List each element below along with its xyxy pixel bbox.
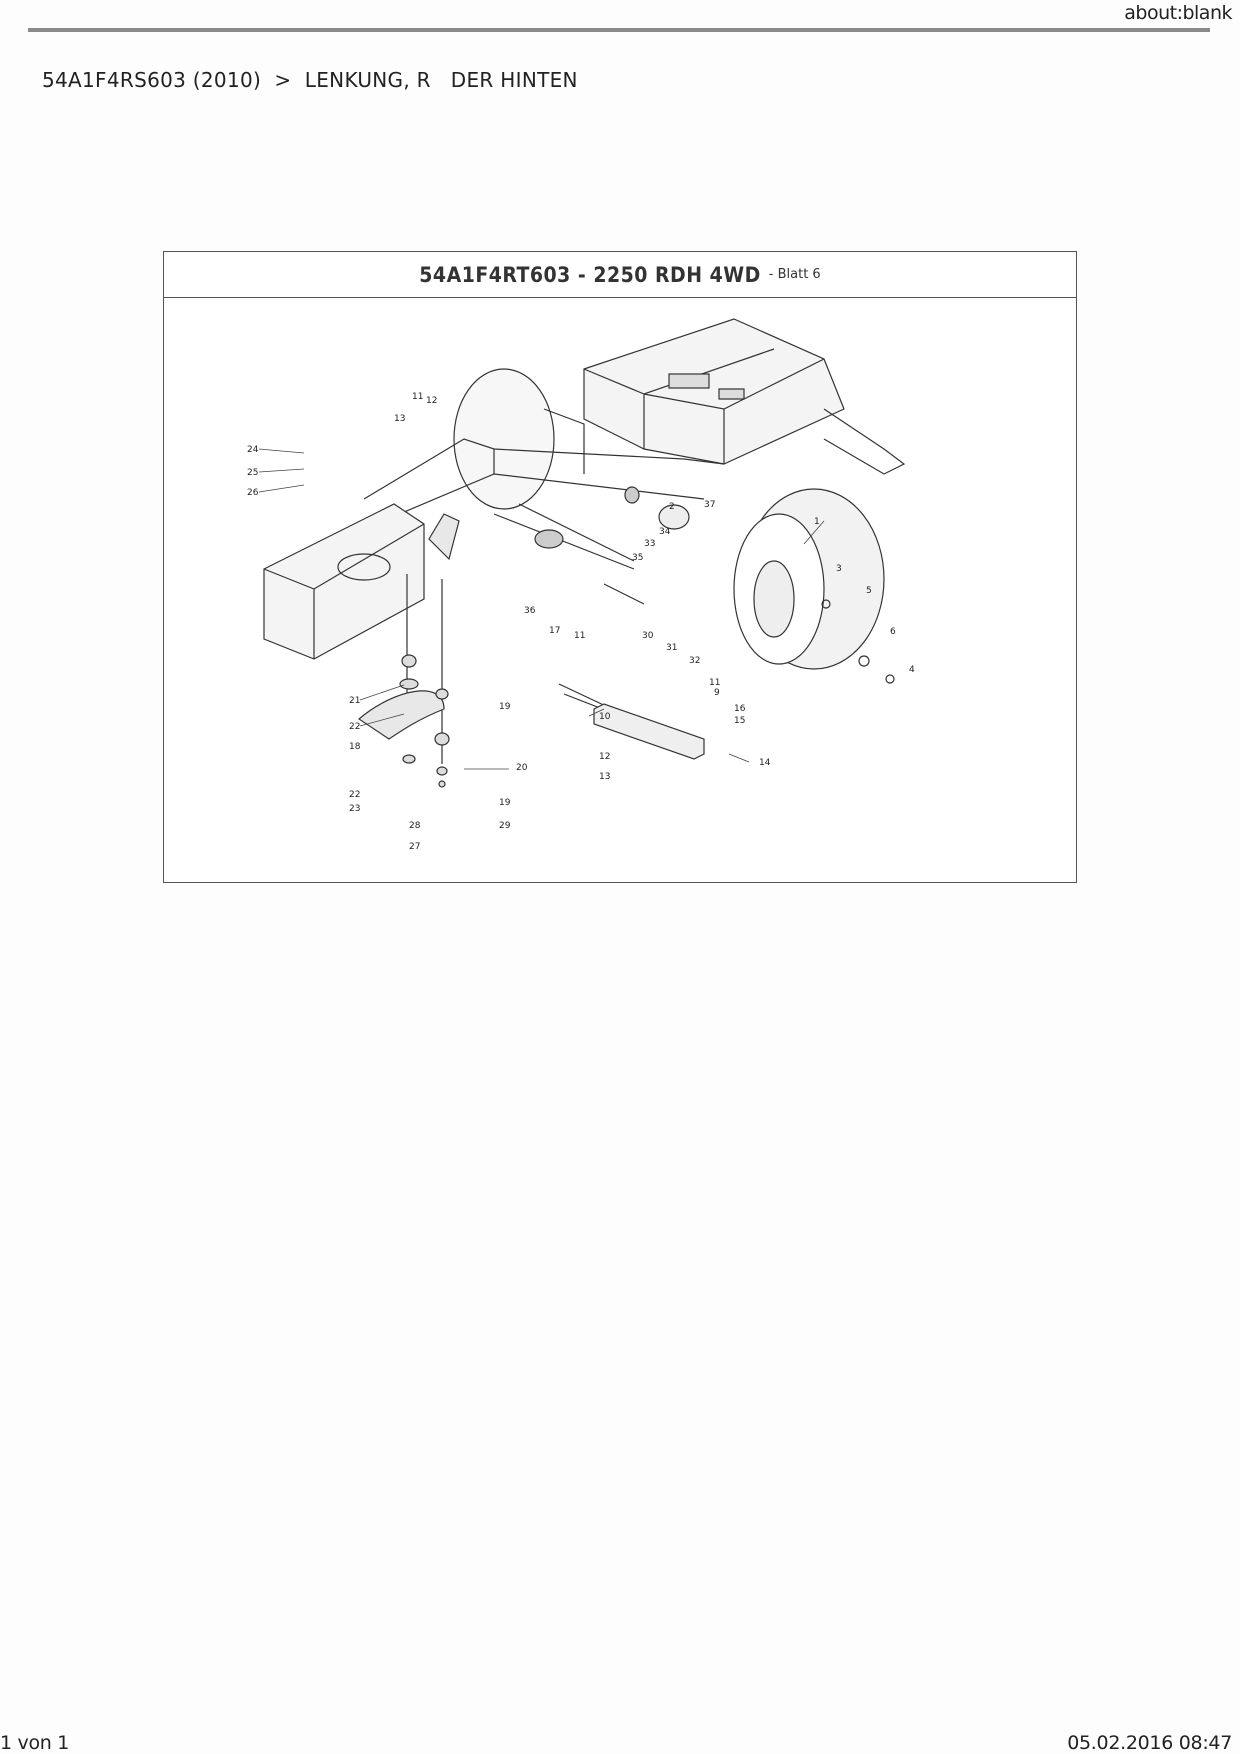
callout-24: 24 <box>247 445 259 455</box>
callout-28: 28 <box>409 821 421 831</box>
callout-19b: 19 <box>499 798 511 808</box>
callout-11a: 11 <box>709 678 721 688</box>
callout-18: 18 <box>349 742 361 752</box>
callout-29: 29 <box>499 821 511 831</box>
page-url: about:blank <box>1124 2 1232 24</box>
callout-37: 37 <box>704 500 716 510</box>
callout-26: 26 <box>247 488 259 498</box>
callout-17: 17 <box>549 626 561 636</box>
callout-2: 2 <box>669 502 675 512</box>
callout-30: 30 <box>642 631 654 641</box>
callout-6: 6 <box>890 627 896 637</box>
callout-31: 31 <box>666 643 678 653</box>
page-counter: 1 von 1 <box>0 1732 70 1754</box>
diagram-subtitle: - Blatt 6 <box>768 267 821 282</box>
diagram-title: 54A1F4RT603 - 2250 RDH 4WD <box>419 262 761 287</box>
callout-21: 21 <box>349 696 361 706</box>
callout-36: 36 <box>524 606 536 616</box>
callout-3: 3 <box>836 564 842 574</box>
diagram-title-bar <box>164 252 1076 298</box>
parts-diagram-frame <box>163 251 1077 883</box>
callout-22a: 22 <box>349 722 361 732</box>
callout-23: 23 <box>349 804 361 814</box>
exploded-parts-drawing <box>164 299 1076 881</box>
callout-10: 10 <box>599 712 611 722</box>
callout-13a: 13 <box>394 414 406 424</box>
callout-34: 34 <box>659 527 671 537</box>
callout-11b: 11 <box>574 631 586 641</box>
callout-22b: 22 <box>349 790 361 800</box>
header-divider <box>28 28 1210 32</box>
callout-19a: 19 <box>499 702 511 712</box>
callout-12b: 12 <box>599 752 611 762</box>
callout-32: 32 <box>689 656 701 666</box>
callout-12a: 12 <box>426 396 438 406</box>
callout-9: 9 <box>714 688 720 698</box>
callout-11c: 11 <box>412 392 424 402</box>
callout-4: 4 <box>909 665 915 675</box>
callout-13b: 13 <box>599 772 611 782</box>
callout-20: 20 <box>516 763 528 773</box>
callout-14: 14 <box>759 758 771 768</box>
callout-25: 25 <box>247 468 259 478</box>
callout-15: 15 <box>734 716 746 726</box>
breadcrumb: 54A1F4RS603 (2010) > LENKUNG, R DER HINTEN <box>42 68 578 92</box>
callout-33: 33 <box>644 539 656 549</box>
callout-5: 5 <box>866 586 872 596</box>
callout-16: 16 <box>734 704 746 714</box>
print-timestamp: 05.02.2016 08:47 <box>1067 1732 1232 1754</box>
callout-35: 35 <box>632 553 644 563</box>
callout-27: 27 <box>409 842 421 852</box>
callout-1: 1 <box>814 517 820 527</box>
